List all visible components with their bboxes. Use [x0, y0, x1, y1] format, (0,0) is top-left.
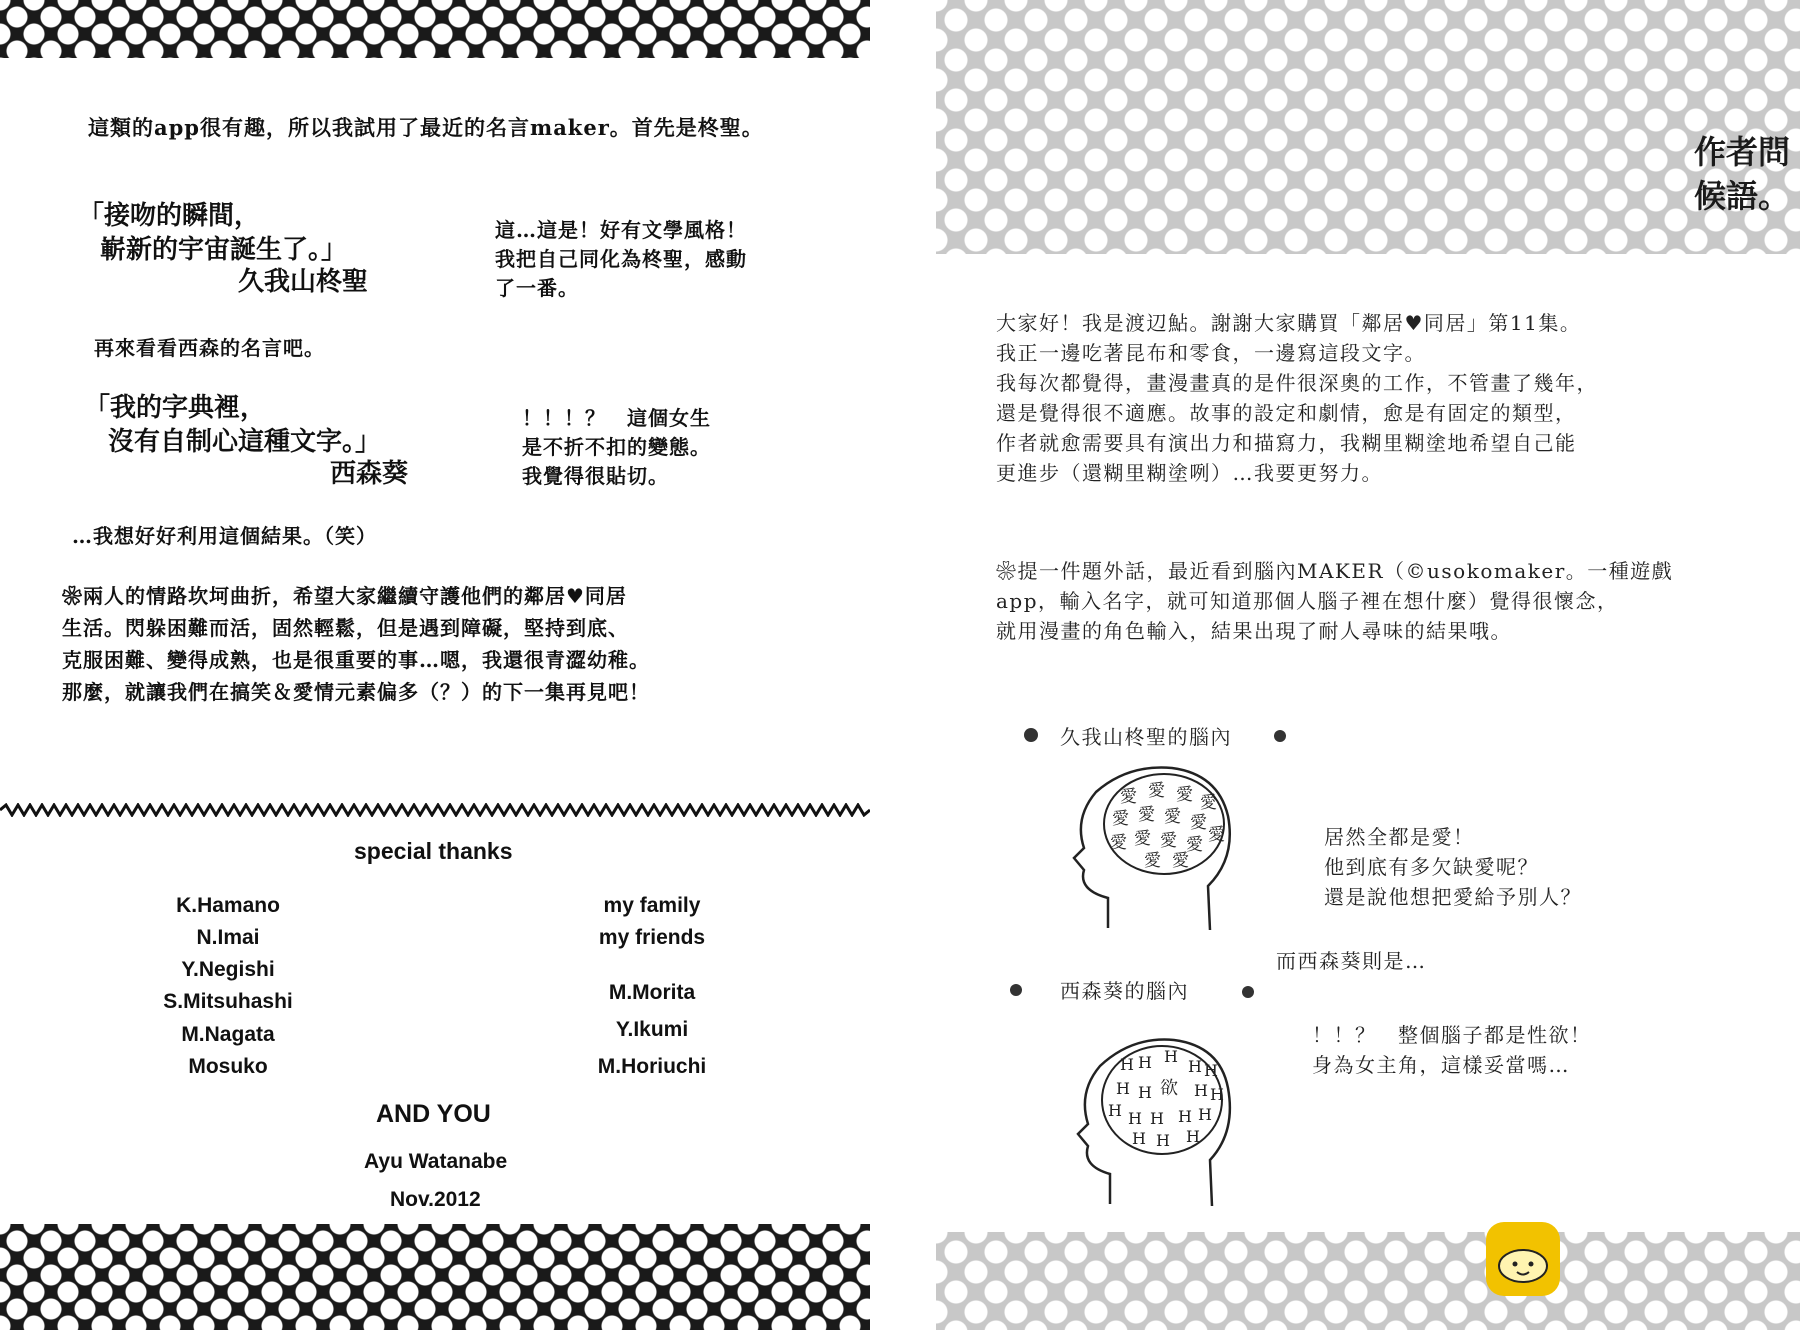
- comment1-line3: 了一番。: [495, 276, 579, 300]
- conclusion-text: …我想好好利用這個結果。（笑）: [72, 524, 377, 548]
- bottom-dot-border: [0, 1224, 870, 1330]
- thanks-name: Y.Ikumi: [615, 1018, 689, 1041]
- brain2-fill-char: H: [1120, 1055, 1134, 1074]
- comment2-line3: 我覺得很貼切。: [522, 464, 669, 488]
- closing-line2: 生活。閃躲困難而活，固然輕鬆，但是遇到障礙，堅持到底、: [62, 616, 629, 640]
- brain1-fill-char: 愛: [1176, 785, 1193, 805]
- wavy-divider: [0, 803, 870, 817]
- and-you-text: AND YOU: [376, 1100, 491, 1128]
- brain1-comment3: 還是說他想把愛給予別人？: [1324, 885, 1582, 909]
- comment1-line2: 我把自己同化為柊聖，感動: [495, 247, 747, 271]
- watermark-bun-icon: [1486, 1222, 1560, 1296]
- brain1-label: 久我山柊聖的腦內: [1060, 725, 1232, 749]
- brain2-fill-char: H: [1138, 1053, 1152, 1072]
- greeting-line5: 作者就愈需要具有演出力和描寫力，我糊里糊塗地希望自己能: [996, 431, 1577, 455]
- thanks-name: Y.Negishi: [181, 958, 275, 981]
- comment2-line2: 是不折不扣的變態。: [522, 435, 711, 459]
- brain2-transition: 而西森葵則是…: [1276, 949, 1427, 973]
- brain2-comment1: ！！？ 整個腦子都是性欲！: [1312, 1023, 1592, 1047]
- quote1-line1: 「接吻的瞬間，: [78, 201, 261, 231]
- thanks-name: S.Mitsuhashi: [163, 990, 293, 1013]
- brain2-comment2: 身為女主角，這樣妥當嗎…: [1312, 1053, 1570, 1077]
- closing-line3: 克服困難、變得成熟，也是很重要的事…嗯，我還很青澀幼稚。: [62, 648, 650, 672]
- top-dot-border: [0, 0, 870, 58]
- brain1-fill-char: 愛: [1112, 809, 1129, 829]
- greeting-line1: 大家好！我是渡辺鮎。謝謝大家購買「鄰居♥同居」第11集。: [996, 311, 1582, 335]
- bullet-dot: [1024, 728, 1038, 742]
- brain2-head-illustration: [1076, 1028, 1236, 1208]
- quote2-author: 西森葵: [330, 459, 409, 489]
- brain1-fill-char: 愛: [1138, 805, 1155, 825]
- greeting-line3: 我每次都覺得，畫漫畫真的是件很深奧的工作，不管畫了幾年，: [996, 371, 1598, 395]
- thanks-name: K.Hamano: [176, 894, 280, 917]
- brain1-fill-char: 愛: [1208, 825, 1225, 845]
- brain2-center-char: 欲: [1160, 1078, 1178, 1099]
- brain1-fill-char: 愛: [1160, 831, 1177, 851]
- brain2-fill-char: H: [1164, 1047, 1178, 1066]
- brain2-fill-char: H: [1198, 1105, 1212, 1124]
- intro-text: 這類的app很有趣，所以我試用了最近的名言maker。首先是柊聖。: [88, 115, 764, 140]
- brain1-fill-char: 愛: [1186, 835, 1203, 855]
- brain2-fill-char: H: [1108, 1101, 1122, 1120]
- closing-line1: ❀兩人的情路坎坷曲折，希望大家繼續守護他們的鄰居♥同居: [62, 584, 627, 608]
- brain1-fill-char: 愛: [1164, 807, 1181, 827]
- quote2-line2: 沒有自制心這種文字。」: [108, 427, 382, 457]
- quote2-line1: 「我的字典裡，: [84, 393, 267, 423]
- thanks-name: M.Morita: [608, 981, 696, 1004]
- aside-line1: ❀提一件題外話，最近看到腦內MAKER（©usokomaker。一種遊戲: [996, 559, 1674, 583]
- thanks-name: M.Horiuchi: [597, 1055, 707, 1078]
- thanks-name: M.Nagata: [181, 1023, 275, 1046]
- brain2-label: 西森葵的腦內: [1060, 979, 1189, 1003]
- thanks-name: my friends: [598, 926, 706, 949]
- closing-line4: 那麼，就讓我們在搞笑＆愛情元素偏多（？）的下一集再見吧！: [62, 680, 650, 704]
- author-greeting-title: [1640, 130, 1790, 240]
- brain1-comment1: 居然全都是愛！: [1324, 825, 1475, 849]
- bullet-dot: [1242, 986, 1254, 998]
- aside-line3: 就用漫畫的角色輸入，結果出現了耐人尋味的結果哦。: [996, 619, 1512, 643]
- brain2-fill-char: H: [1186, 1127, 1200, 1146]
- brain2-fill-char: H: [1138, 1083, 1152, 1102]
- brain1-head-illustration: [1068, 758, 1238, 938]
- greeting-line6: 更進步（還糊里糊塗咧）…我要更努力。: [996, 461, 1383, 485]
- brain2-fill-char: H: [1116, 1079, 1130, 1098]
- watermark-logo: [1486, 1222, 1560, 1296]
- footer-dot-pattern: [936, 1232, 1800, 1330]
- brain1-fill-char: 愛: [1120, 787, 1137, 807]
- brain2-fill-char: H: [1128, 1109, 1142, 1128]
- brain1-comment2: 他到底有多欠缺愛呢？: [1324, 855, 1539, 879]
- brain2-fill-char: H: [1204, 1061, 1218, 1080]
- right-page: [936, 0, 1800, 1330]
- quote1-line2: 嶄新的宇宙誕生了。」: [100, 235, 348, 265]
- brain2-fill-char: H: [1210, 1085, 1224, 1104]
- brain1-fill-char: 愛: [1200, 793, 1217, 813]
- brain2-fill-char: H: [1178, 1107, 1192, 1126]
- comment1-line1: 這…這是！好有文學風格！: [495, 218, 747, 242]
- bullet-dot: [1010, 984, 1022, 996]
- brain2-fill-char: H: [1188, 1057, 1202, 1076]
- greeting-title-line1: 作者問: [1693, 133, 1790, 171]
- author-signature: Ayu Watanabe: [364, 1150, 508, 1173]
- transition-text: 再來看看西森的名言吧。: [94, 336, 325, 360]
- greeting-title-line2: 候語。: [1693, 177, 1790, 215]
- page-gutter: [870, 0, 936, 1330]
- aside-line2: app，輸入名字，就可知道那個人腦子裡在想什麼）覺得很懷念，: [996, 589, 1619, 613]
- thanks-name: Mosuko: [188, 1055, 268, 1078]
- greeting-line2: 我正一邊吃著昆布和零食，一邊寫這段文字。: [996, 341, 1426, 365]
- brain1-fill-char: 愛: [1148, 781, 1165, 801]
- special-thanks-title: special thanks: [354, 838, 513, 864]
- thanks-name: my family: [603, 894, 701, 917]
- brain1-fill-char: 愛: [1172, 851, 1189, 871]
- brain2-fill-char: H: [1132, 1129, 1146, 1148]
- brain1-fill-char: 愛: [1190, 813, 1207, 833]
- greeting-line4: 還是覺得很不適應。故事的設定和劇情，愈是有固定的類型，: [996, 401, 1577, 425]
- brain2-fill-char: H: [1194, 1081, 1208, 1100]
- brain2-fill-char: H: [1156, 1131, 1170, 1150]
- brain1-fill-char: 愛: [1110, 833, 1127, 853]
- left-page: [0, 0, 870, 1330]
- signature-date: Nov.2012: [390, 1188, 481, 1211]
- comment2-line1: ！！！？ 這個女生: [522, 406, 711, 430]
- bullet-dot: [1274, 730, 1286, 742]
- brain1-fill-char: 愛: [1144, 851, 1161, 871]
- brain2-fill-char: H: [1150, 1109, 1164, 1128]
- brain1-fill-char: 愛: [1134, 829, 1151, 849]
- quote1-author: 久我山柊聖: [238, 267, 369, 297]
- thanks-name: N.Imai: [196, 926, 260, 949]
